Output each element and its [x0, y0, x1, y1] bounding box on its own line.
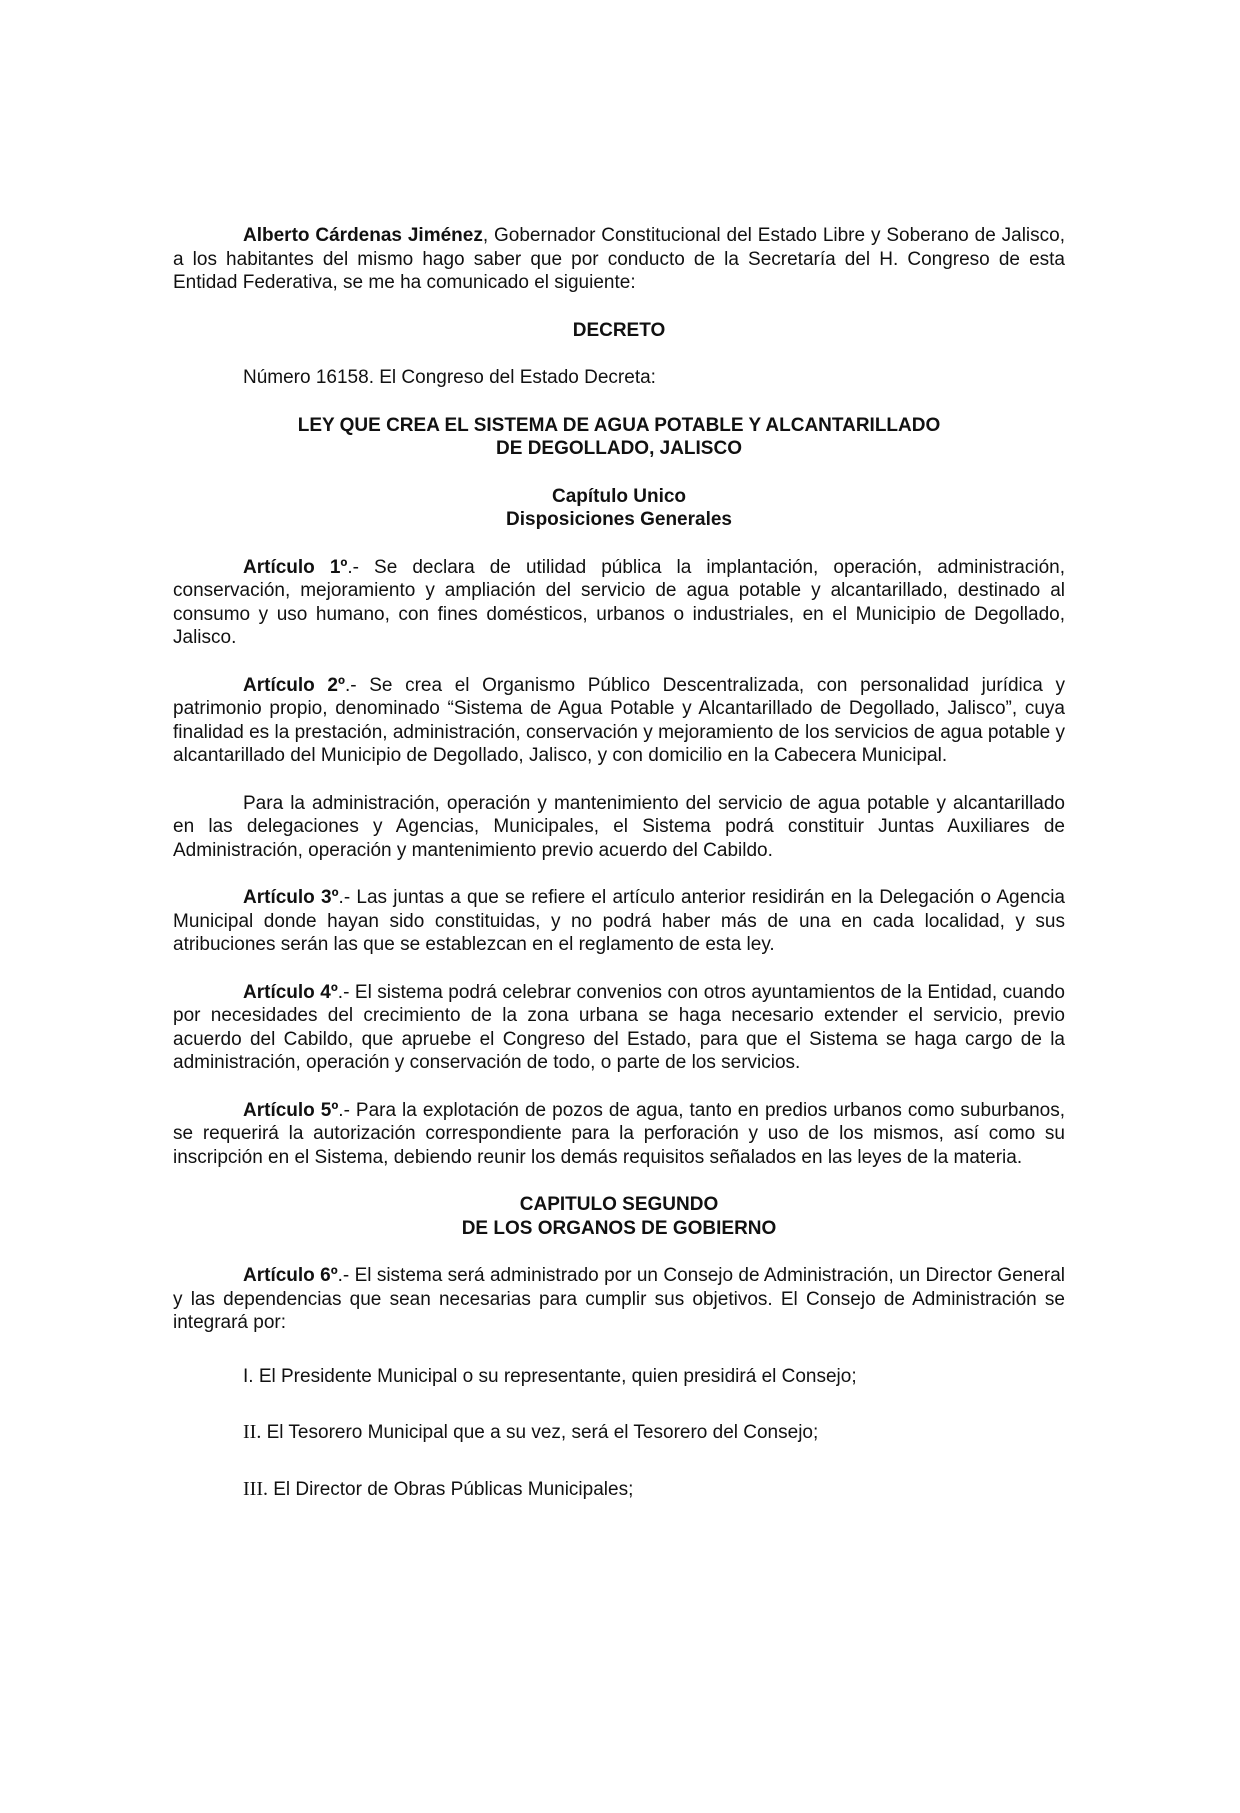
- chapter-unico-line1: Capítulo Unico: [551, 485, 687, 507]
- list-item: [243, 1478, 1065, 1502]
- list-item-number: II.: [243, 1421, 262, 1443]
- intro-text: , Gobernador Constitucional del Estado Libre y Soberano de Jalisco, a los habitantes del mismo hago saber que por conducto de la Secretaría del H. Congreso de esta Entidad Federativa, se me ha comunicado el siguiente:: [173, 225, 1065, 293]
- law-title-line2: DE DEGOLLADO, JALISCO: [496, 438, 742, 459]
- article-6-paragraph: [173, 1264, 1065, 1335]
- chapter-unico-heading: [173, 485, 1065, 532]
- list-item: [243, 1365, 1065, 1389]
- chapter-segundo-heading: [173, 1193, 1065, 1240]
- article-2-second-paragraph: [173, 792, 1065, 863]
- article-2-paragraph: [173, 674, 1065, 768]
- chapter-unico-line2: Disposiciones Generales: [506, 509, 732, 530]
- article-5-text: .- Para la explotación de pozos de agua, tanto en predios urbanos como suburbanos, se requerirá la autorización correspondiente para la perforación y uso de los mismos, así como su inscripción en el Sistema, debiendo reunir los demás requisitos señalados en las leyes de la materia.: [173, 1099, 1065, 1168]
- article-5-paragraph: [173, 1099, 1065, 1170]
- list-item-number: I.: [243, 1365, 254, 1387]
- article-4-paragraph: [173, 981, 1065, 1075]
- article-2-text: .- Se crea el Organismo Público Descentralizada, con personalidad jurídica y patrimonio propio, denominado “Sistema de Agua Potable y Alcantarillado de Degollado, Jalisco”, cuya finalidad es la prestación, administración, conservación y mejoramiento de los servicios de agua potable y alcantarillado del Municipio de Degollado, Jalisco, y con domicilio en la Cabecera Municipal.: [173, 674, 1065, 766]
- chapter-segundo-line2: DE LOS ORGANOS DE GOBIERNO: [461, 1217, 777, 1239]
- numero-line: Número 16158. El Congreso del Estado Decreta:: [243, 367, 656, 388]
- article-1-label: Artículo 1º: [243, 556, 348, 578]
- article-5-label: Artículo 5º: [243, 1099, 339, 1121]
- list-item-text: El Director de Obras Públicas Municipales;: [267, 1478, 634, 1500]
- law-title: [173, 414, 1065, 461]
- article-3-label: Artículo 3º: [243, 887, 339, 908]
- document-page: [173, 224, 1065, 1534]
- intro-paragraph: [173, 224, 1065, 295]
- decreto-heading: DECRETO: [572, 319, 666, 341]
- chapter-segundo-line1: CAPITULO SEGUNDO: [519, 1194, 719, 1215]
- article-2-second-text: Para la administración, operación y mantenimiento del servicio de agua potable y alcantarillado en las delegaciones y Agencias, Municipales, el Sistema podrá constituir Juntas Auxiliares de Administración, operación y mantenimiento previo acuerdo del Cabildo.: [173, 792, 1065, 861]
- list-item-text: El Tesorero Municipal que a su vez, será el Tesorero del Consejo;: [261, 1422, 819, 1443]
- article-3-paragraph: [173, 886, 1065, 957]
- list-item-number: III.: [243, 1477, 268, 1500]
- list-item-text: El Presidente Municipal o su representante, quien presidirá el Consejo;: [253, 1365, 857, 1387]
- article-4-label: Artículo 4º: [243, 981, 338, 1003]
- article-1-paragraph: [173, 556, 1065, 650]
- article-6-label: Artículo 6º: [243, 1265, 338, 1286]
- law-title-line1: LEY QUE CREA EL SISTEMA DE AGUA POTABLE Y ALCANTARILLADO: [297, 414, 941, 436]
- article-3-text: .- Las juntas a que se refiere el artículo anterior residirán en la Delegación o Agencia Municipal donde hayan sido constituidas, y no podrá haber más de una en cada localidad, y sus atribuciones serán las que se establezcan en el reglamento de esta ley.: [173, 887, 1065, 955]
- list-item: [243, 1421, 1065, 1445]
- article-1-text: .- Se declara de utilidad pública la implantación, operación, administración, conservación, mejoramiento y ampliación del servicio de agua potable y alcantarillado, destinado al consumo y uso humano, con fines domésticos, urbanos o industriales, en el Municipio de Degollado, Jalisco.: [173, 556, 1065, 648]
- article-6-text: .- El sistema será administrado por un Consejo de Administración, un Director General y las dependencias que sean necesarias para cumplir sus objetivos. El Consejo de Administración se integrará por:: [173, 1265, 1065, 1333]
- article-2-label: Artículo 2º: [243, 674, 345, 696]
- governor-name: Alberto Cárdenas Jiménez: [243, 225, 483, 246]
- article-4-text: .- El sistema podrá celebrar convenios con otros ayuntamientos de la Entidad, cuando por necesidades del crecimiento de la zona urbana se haga necesario extender el servicio, previo acuerdo del Cabildo, que apruebe el Congreso del Estado, para que el Sistema se haga cargo de la administración, operación y conservación de todo, o parte de los servicios.: [173, 981, 1065, 1073]
